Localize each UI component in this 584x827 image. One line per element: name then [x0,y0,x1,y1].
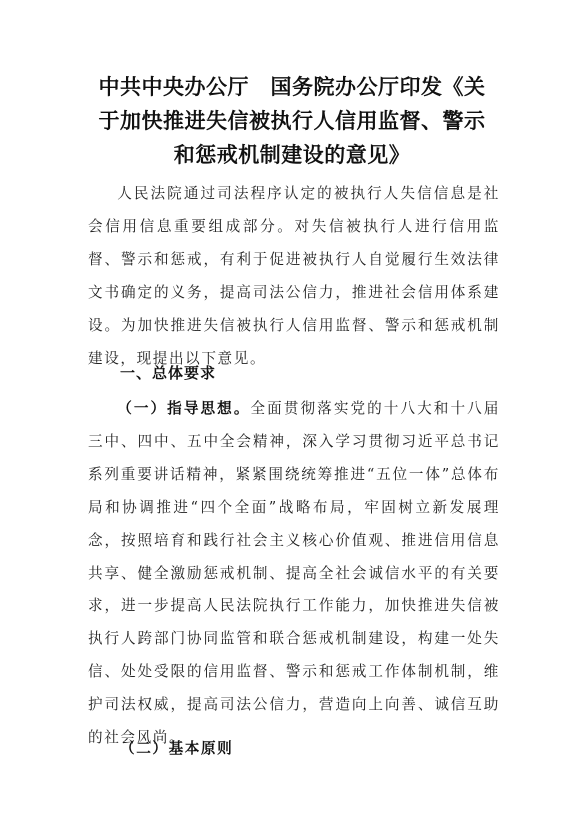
subsection-heading-basic-principles: （二）基本原则 [120,740,234,757]
intro-paragraph: 人民法院通过司法程序认定的被执行人失信信息是社会信用信息重要组成部分。对失信被执行人进行信用监督、警示和惩戒，有利于促进被执行人自觉履行生效法律文书确定的义务，提高司法公信力，推进社会信用体系建设。为加快推进失信被执行人信用监督、警示和惩戒机制建设，现提出以下意见。 [88,185,500,367]
title-line-2: 于加快推进失信被执行人信用监督、警示 [98,109,486,133]
section-heading-general-requirements: 一、总体要求 [120,364,217,382]
guiding-ideology-text: 全面贯彻落实党的十八大和十八届三中、四中、五中全会精神，深入学习贯彻习近平总书记系列重要讲话精神，紧紧围绕统筹推进“五位一体”总体布局和协调推进“四个全面”战略布局，牢固树立新发展理念，按照培育和践行社会主义核心价值观、推进信用信息共享、健全激励惩戒机制、提高全社会诚信水平的有关要求，进一步提高人民法院执行工作能力，加快推进失信被执行人跨部门协同监管和联合惩戒机制建设，构建一处失信、处处受限的信用监督、警示和惩戒工作体制机制，维护司法权威，提高司法公信力，营造向上向善、诚信互助的社会风尚。 [88,400,500,747]
document-title [70,70,514,172]
title-line-3: 和惩戒机制建设的意见》 [173,143,411,167]
subsection-label-guiding-ideology: （一）指导思想。 [117,400,251,417]
guiding-ideology-paragraph [88,393,500,755]
title-line-1: 中共中央办公厅 国务院办公厅印发《关 [98,75,486,99]
